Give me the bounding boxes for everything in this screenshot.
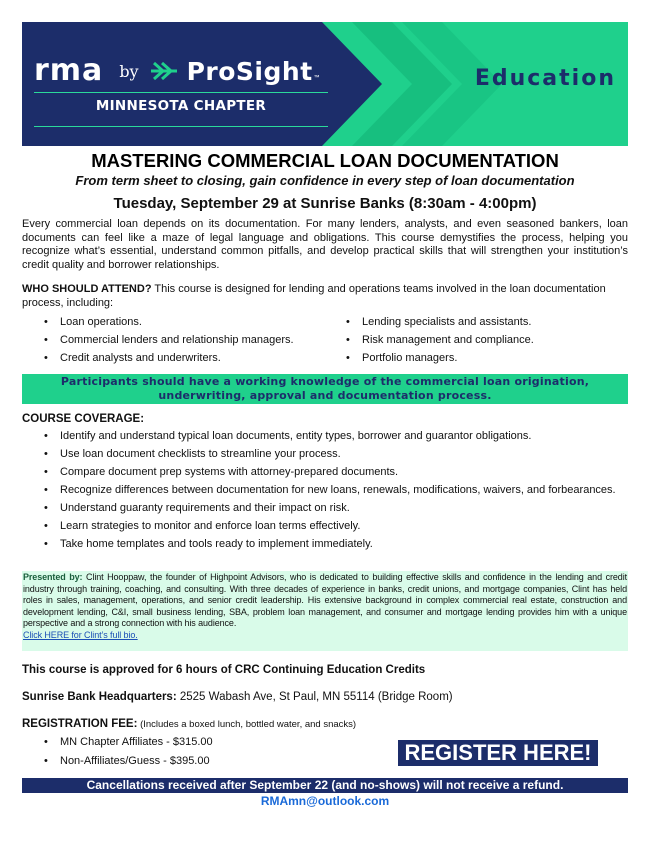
cancellation-notice: Cancellations received after September 22 (and no-shows) will not receive a refund.: [22, 778, 628, 793]
fee-note: (Includes a boxed lunch, bottled water, and snacks): [137, 719, 357, 730]
presenter-box: [22, 571, 628, 651]
rma-prosight-logo: [34, 53, 320, 88]
prerequisite-line-1: Participants should have a working knowledge of the commercial loan origination,: [60, 375, 590, 388]
presenter-label: Presented by:: [23, 572, 83, 582]
banner-divider-top: [34, 92, 328, 93]
who-label: WHO SHOULD ATTEND?: [22, 283, 152, 295]
list-item: • Non-Affiliates/Guess - $395.00: [38, 754, 213, 773]
list-item: • Loan operations.: [38, 315, 294, 333]
crc-credits: This course is approved for 6 hours of CRC Continuing Education Credits: [22, 664, 426, 676]
list-item: • Lending specialists and assistants.: [340, 315, 534, 333]
course-coverage-list: [38, 430, 618, 556]
list-item: • Take home templates and tools ready to implement immediately.: [38, 538, 618, 552]
education-label: Education: [474, 66, 616, 91]
who-should-attend: [22, 283, 628, 310]
registration-fee-heading: [22, 718, 356, 730]
register-button[interactable]: REGISTER HERE!: [398, 740, 598, 766]
banner-divider-bottom: [34, 126, 328, 127]
fee-label: REGISTRATION FEE:: [22, 718, 138, 730]
who-text: This course is designed for lending and operations teams involved in the loan documentation process, including:: [22, 283, 606, 309]
presenter-text: Clint Hooppaw, the founder of Highpoint Advisors, who is dedicated to building effective skills and confidence in the lending and credit industry through training, coaching, and consulting. With three decades of experience in banks, credit unions, and mortgage companies, Clint has held roles in sales, management, operations, and senior credit leadership. His extensive background in complex commercial real estate, construction and development lending, C&I, small business lending, SBA, problem loan management, and consumer and mortgage lending provides him with a unique perspective and a strong connection with his audience.: [23, 572, 627, 628]
fee-list: [38, 735, 213, 773]
list-item: • Portfolio managers.: [340, 351, 534, 369]
rma-logo-text: rma: [34, 53, 104, 88]
venue-line: [22, 691, 453, 703]
prosight-logo-text: ProSight: [186, 56, 313, 86]
prerequisite-line-2: underwriting, approval and documentation process.: [158, 389, 492, 402]
list-item: • Compare document prep systems with attorney-prepared documents.: [38, 466, 618, 480]
intro-paragraph: Every commercial loan depends on its documentation. For many lenders, analysts, and even seasoned bankers, loan documents can feel like a maze of legal language and obligations. This course demystifies the process, helping you recognize what’s essential, understand common pitfalls, and develop practical skills that will strengthen your institution’s credit quality and borrower relationships.: [22, 218, 628, 271]
venue-label: Sunrise Bank Headquarters:: [22, 691, 177, 703]
course-coverage-heading: COURSE COVERAGE:: [22, 413, 145, 425]
list-item: • Understand guaranty requirements and their impact on risk.: [38, 502, 618, 516]
trademark-mark: ™: [313, 75, 320, 81]
attendee-list-right: [340, 315, 534, 369]
attendee-list-left: [38, 315, 294, 369]
venue-address: 2525 Wabash Ave, St Paul, MN 55114 (Bridge Room): [176, 691, 453, 703]
list-item: • Recognize differences between documentation for new loans, renewals, modifications, waivers, and forbearances.: [38, 484, 618, 498]
list-item: • Use loan document checklists to streamline your process.: [38, 448, 618, 462]
event-date: Tuesday, September 29 at Sunrise Banks (8:30am - 4:00pm): [113, 195, 537, 212]
list-item: • Risk management and compliance.: [340, 333, 534, 351]
contact-email-link[interactable]: RMAmn@outlook.com: [260, 794, 390, 808]
list-item: • Learn strategies to monitor and enforce loan terms effectively.: [38, 520, 618, 534]
list-item: • Credit analysts and underwriters.: [38, 351, 294, 369]
chapter-name: MINNESOTA CHAPTER: [95, 98, 267, 114]
full-bio-link[interactable]: Click HERE for Clint’s full bio.: [23, 629, 138, 640]
prosight-arrows-icon: [151, 59, 181, 83]
header-banner: [22, 22, 628, 146]
prerequisite-banner: [22, 374, 628, 404]
list-item: • Commercial lenders and relationship managers.: [38, 333, 294, 351]
list-item: • Identify and understand typical loan documents, entity types, borrower and guarantor obligations.: [38, 430, 618, 444]
logo-by-text: by: [119, 61, 139, 81]
course-title: MASTERING COMMERCIAL LOAN DOCUMENTATION: [91, 150, 559, 171]
list-item: • MN Chapter Affiliates - $315.00: [38, 735, 213, 754]
course-subtitle: From term sheet to closing, gain confidence in every step of loan documentation: [75, 173, 575, 188]
